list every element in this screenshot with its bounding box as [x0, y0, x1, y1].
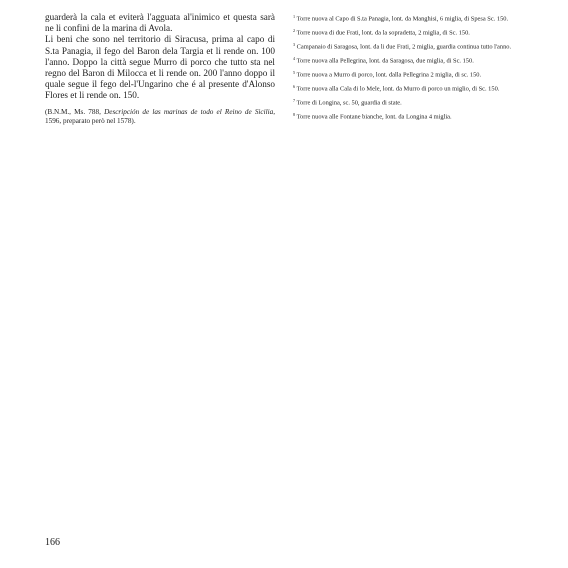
footnote-text: Torre nuova a Murro di porco, lont. dalla Pellegrina 2 miglia, di sc. 150. [296, 71, 482, 79]
source-citation [45, 108, 275, 126]
footnote-text: Torre nuova di due Frati, lont. da la sopradetta, 2 miglia, di Sc. 150. [296, 29, 470, 37]
body-paragraph: Li beni che sono nel territorio di Siracusa, prima al capo di S.ta Panagia, il fego del Baron dela Targia et li rende on. 100 l'anno. Doppo la città segue Murro di porco che tutto sta nel regno del Baron di Milocca et li rende on. 200 l'anno doppo il quale segue il fego del-l'Ungarino che é al presente d'Alonso Flores et li rende on. 150. [45, 34, 275, 101]
body-paragraph: guarderà la cala et eviterà l'agguata al'inimico et questa sarà ne li confini de la marina di Avola. [45, 12, 275, 34]
citation-prefix: (B.N.M., Ms. 788, [45, 107, 105, 116]
footnote [293, 55, 525, 66]
footnote-text: Torre nuova alla Pellegrina, lont. da Saragosa, due miglia, di Sc. 150. [296, 57, 474, 65]
citation-suffix: , 1596, preparato però nel 1578). [45, 107, 275, 125]
footnote-number: 1 [293, 14, 296, 19]
footnote [293, 97, 525, 108]
footnote [293, 13, 525, 24]
footnote-number: 7 [293, 97, 296, 103]
footnote-number: 4 [293, 55, 296, 61]
footnote-text: Torre nuova al Capo di S.ta Panagia, lont. da Manghisi, 6 miglia, di Spesa Sc. 150. [296, 15, 509, 23]
footnote [293, 69, 525, 80]
footnote [293, 41, 525, 52]
body-text [45, 12, 275, 102]
footnote [293, 83, 525, 94]
footnote-number: 2 [293, 27, 296, 33]
footnote-number: 8 [293, 111, 296, 117]
page-number: 166 [45, 537, 60, 548]
footnote-text: Torre nuova alle Fontane bianche, lont. da Longina 4 miglia. [296, 113, 452, 121]
footnotes-column [293, 13, 525, 125]
footnote-text: Torre nuova alla Cala di lo Mele, lont. da Murro di porco un miglio, di Sc. 150. [296, 85, 500, 93]
footnote-text: Torre di Longina, sc. 50, guardia di state. [296, 99, 402, 107]
main-column [45, 12, 275, 126]
footnote [293, 111, 525, 122]
citation-title: Descripción de las marinas de todo el Reino de Sicilia [104, 107, 274, 116]
footnote-number: 6 [293, 83, 296, 89]
footnote [293, 27, 525, 38]
footnote-text: Campanaio di Saragosa, lont. da li due Frati, 2 miglia, guardia continua tutto l'anno. [296, 43, 512, 51]
footnote-number: 3 [293, 41, 296, 47]
footnote-number: 5 [293, 69, 296, 75]
